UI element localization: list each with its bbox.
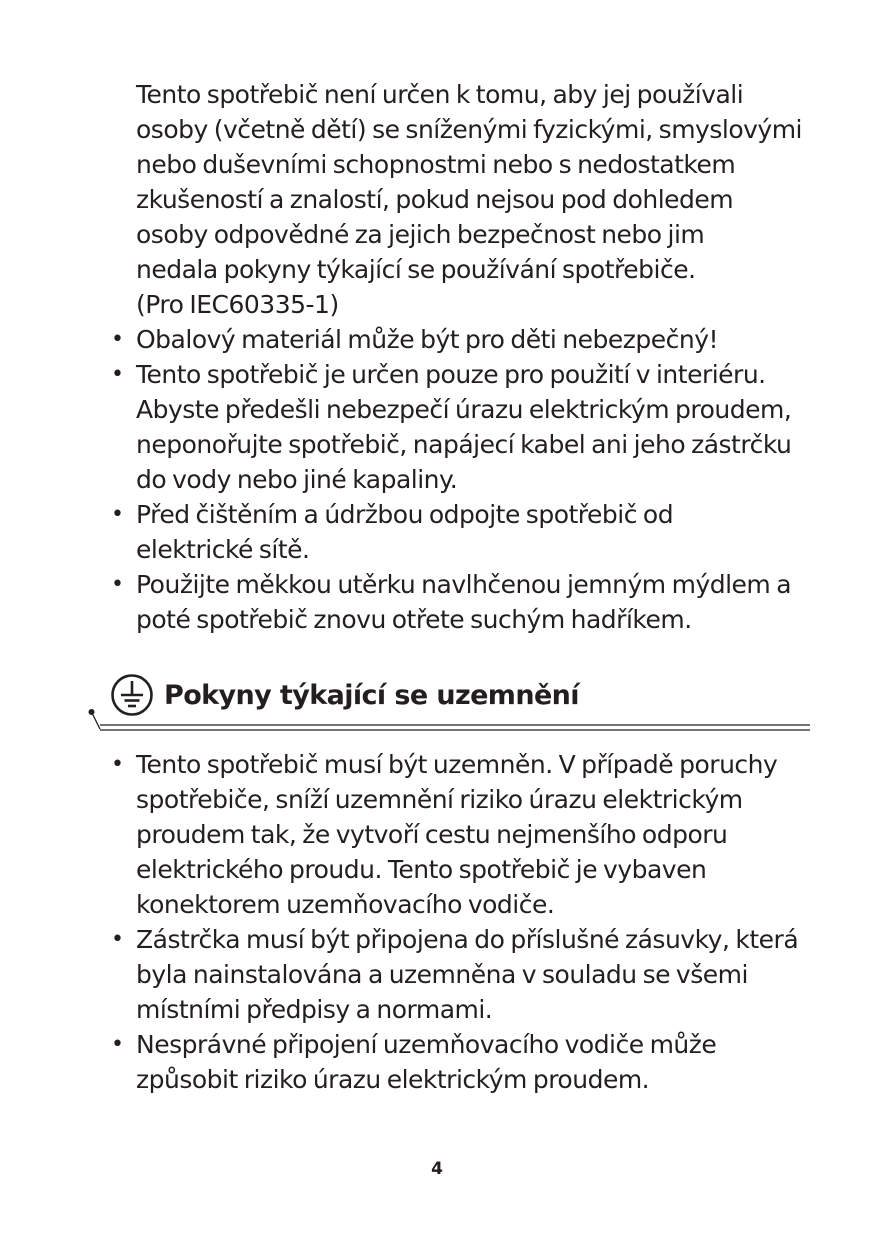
intro-paragraph: Tento spotřebič není určen k tomu, aby jej používali osoby (včetně dětí) se sníženými fyzickými, smyslovými nebo duševními schopnostmi nebo s nedostatkem zkušeností a znalostí, pokud nejsou pod dohledem osoby odpovědné za jejich bezpečnost nebo jim nedala pokyny týkající se používání spotřebiče. (Pro IEC60335-1) <box>136 80 803 319</box>
bullet-marker: • <box>111 327 124 352</box>
bullet-marker: • <box>111 752 124 777</box>
heading-divider <box>88 703 810 733</box>
safety-instructions-block <box>104 77 816 637</box>
list-item-text: Použijte měkkou utěrku navlhčenou jemným mýdlem a poté spotřebič znovu otřete suchým hadříkem. <box>136 570 792 634</box>
grounding-bullet-list <box>104 747 816 1097</box>
list-item-text: Obalový materiál může být pro děti nebezpečný! <box>136 325 719 354</box>
list-item-text: Tento spotřebič je určen pouze pro použití v interiéru. Abyste předešli nebezpečí úrazu elektrickým proudem, neponořujte spotřebič, napájecí kabel ani jeho zástrčku do vody nebo jiné kapaliny. <box>136 360 792 494</box>
list-item-text: Před čištěním a údržbou odpojte spotřebič od elektrické sítě. <box>136 500 674 564</box>
list-item <box>104 567 816 637</box>
bullet-marker: • <box>111 362 124 387</box>
grounding-instructions-block <box>104 747 816 1097</box>
list-item <box>104 322 816 357</box>
list-item <box>104 357 816 497</box>
list-item-text: Tento spotřebič musí být uzemněn. V případě poruchy spotřebiče, sníží uzemnění riziko úrazu elektrickým proudem tak, že vytvoří cestu nejmenšího odporu elektrického proudu. Tento spotřebič je vybaven konektorem uzemňovacího vodiče. <box>136 750 778 919</box>
safety-bullet-list <box>104 322 816 637</box>
bullet-marker: • <box>111 502 124 527</box>
bullet-marker: • <box>111 927 124 952</box>
page-number: 4 <box>431 1159 443 1179</box>
section-title: Pokyny týkající se uzemnění <box>164 679 579 711</box>
list-item-text: Nesprávné připojení uzemňovacího vodiče může způsobit riziko úrazu elektrickým proudem. <box>136 1030 717 1094</box>
list-item-text: Zástrčka musí být připojena do příslušné zásuvky, která byla nainstalována a uzemněna v souladu se všemi místními předpisy a normami. <box>136 925 799 1024</box>
list-item <box>104 747 816 922</box>
list-item <box>104 497 816 567</box>
list-item <box>104 922 816 1027</box>
bullet-marker: • <box>111 1032 124 1057</box>
list-item <box>104 1027 816 1097</box>
bullet-marker: • <box>111 572 124 597</box>
